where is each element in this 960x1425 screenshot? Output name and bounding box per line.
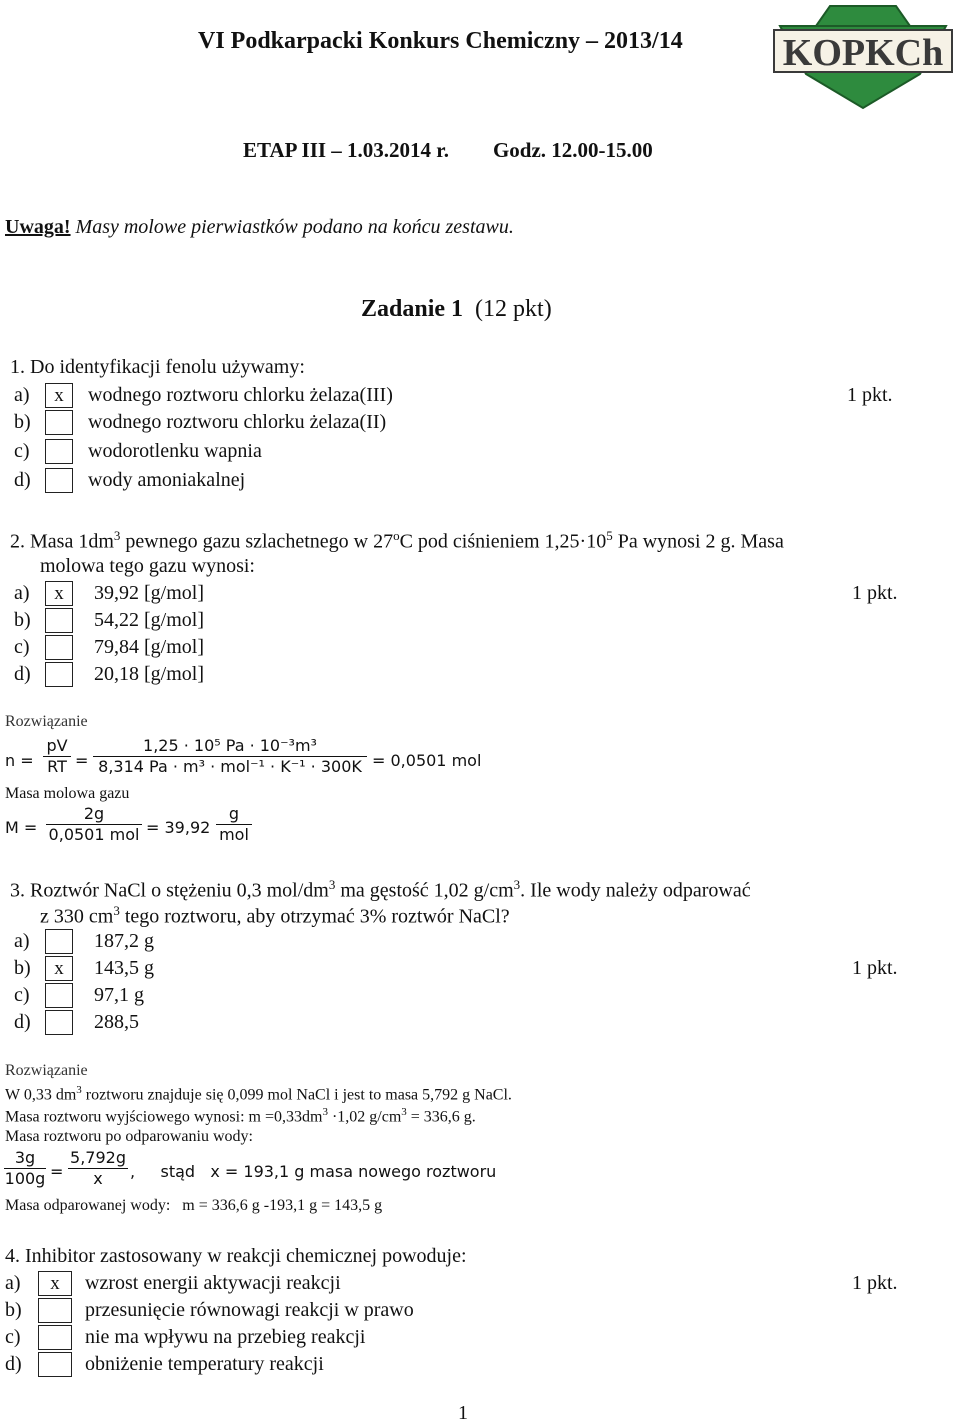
- option-letter: d): [14, 663, 31, 685]
- option-text: 39,92 [g/mol]: [94, 582, 204, 604]
- answer-checkbox[interactable]: [45, 635, 73, 660]
- answer-checkbox[interactable]: x: [45, 956, 73, 981]
- option-text: wodnego roztworu chlorku żelaza(III): [88, 384, 393, 406]
- option-letter: a): [14, 384, 30, 406]
- note-line: [5, 216, 514, 239]
- solution-text-part: ·1,02 g/cm: [327, 1108, 402, 1126]
- solution-text-part: roztworu znajduje się 0,099 mol NaCl i jest to masa 5,792 g NaCl.: [81, 1086, 512, 1104]
- task-heading: [361, 296, 552, 323]
- q4-option-b[interactable]: [5, 1299, 485, 1325]
- q3-solution-line4: Masa odparowanej wody: m = 336,6 g -193,1 g = 143,5 g: [5, 1197, 383, 1214]
- option-text: 79,84 [g/mol]: [94, 636, 204, 658]
- option-text: nie ma wpływu na przebieg reakcji: [85, 1326, 366, 1348]
- option-letter: b): [14, 411, 31, 433]
- solution-text-part: Masa roztworu wyjściowego wynosi: m =0,33dm: [5, 1108, 323, 1126]
- option-letter: a): [5, 1272, 21, 1294]
- answer-checkbox[interactable]: [45, 1010, 73, 1035]
- option-letter: a): [14, 582, 30, 604]
- fraction-3g-100g: [4, 1148, 46, 1188]
- q1-option-d[interactable]: [14, 469, 454, 495]
- note-label: Uwaga!: [5, 216, 71, 238]
- eq-lhs: M =: [5, 818, 38, 837]
- q1-points: 1 pkt.: [847, 384, 893, 406]
- q3-option-a[interactable]: [14, 930, 314, 956]
- q3-solution-line2: [5, 1106, 476, 1126]
- eq-lhs: n =: [5, 751, 34, 770]
- q1-option-c[interactable]: [14, 440, 454, 466]
- denominator: mol: [219, 825, 249, 844]
- q2-option-b[interactable]: [14, 609, 314, 635]
- solution-text-part: = 336,6 g.: [406, 1108, 476, 1126]
- option-letter: d): [5, 1353, 22, 1375]
- q1-option-b[interactable]: [14, 411, 454, 437]
- kopkch-logo: [770, 4, 956, 110]
- option-letter: d): [14, 1011, 31, 1033]
- option-text: przesunięcie równowagi reakcji w prawo: [85, 1299, 414, 1321]
- stage-line: [243, 138, 653, 163]
- page-number: 1: [458, 1402, 468, 1424]
- equals-sign: =: [75, 751, 89, 770]
- option-text: wodorotlenku wapnia: [88, 440, 262, 462]
- superscript: 3: [76, 1084, 82, 1096]
- denominator: x: [93, 1169, 103, 1188]
- note-text: Masy molowe pierwiastków podano na końcu zestawu.: [70, 216, 514, 238]
- option-letter: d): [14, 469, 31, 491]
- answer-checkbox[interactable]: [45, 929, 73, 954]
- answer-checkbox[interactable]: x: [38, 1271, 72, 1296]
- answer-checkbox[interactable]: [45, 608, 73, 633]
- answer-checkbox[interactable]: [45, 468, 73, 493]
- q3-text-line2: [40, 903, 510, 929]
- q2-text-part: pewnego gazu szlachetnego w 27: [120, 530, 394, 553]
- superscript: 3: [513, 877, 521, 892]
- task-points: (12 pkt): [475, 296, 552, 322]
- q2-text-line2: molowa tego gazu wynosi:: [40, 555, 255, 577]
- superscript: 3: [113, 903, 120, 918]
- q3-points: 1 pkt.: [852, 957, 898, 979]
- option-letter: c): [14, 984, 30, 1006]
- eq-result: = 39,92: [146, 818, 211, 837]
- superscript: o: [393, 528, 400, 543]
- superscript: 3: [322, 1106, 328, 1118]
- answer-checkbox[interactable]: [45, 983, 73, 1008]
- task-title: Zadanie 1: [361, 296, 464, 322]
- numerator: 5,792g: [68, 1148, 128, 1169]
- fraction-mass-moles: [46, 804, 142, 844]
- option-text: wody amoniakalnej: [88, 469, 246, 491]
- numerator: g: [216, 804, 252, 825]
- q3-text-part: ma gęstość 1,02 g/cm: [335, 879, 514, 902]
- answer-checkbox[interactable]: [45, 410, 73, 435]
- option-text: 97,1 g: [94, 984, 144, 1006]
- q2-points: 1 pkt.: [852, 582, 898, 604]
- numerator: 2g: [46, 804, 142, 825]
- stage-date: ETAP III – 1.03.2014 r.: [243, 138, 449, 162]
- denominator: 100g: [4, 1169, 46, 1188]
- equals-sign: =: [50, 1162, 64, 1181]
- q3-option-c[interactable]: [14, 984, 314, 1010]
- option-letter: b): [14, 957, 31, 979]
- answer-checkbox[interactable]: [45, 439, 73, 464]
- q2-text-part: C pod ciśnieniem 1,25·10: [399, 530, 607, 553]
- option-letter: b): [14, 609, 31, 631]
- q3-option-d[interactable]: [14, 1011, 314, 1037]
- option-text: 288,5: [94, 1011, 139, 1033]
- stage-time: Godz. 12.00-15.00: [492, 138, 653, 162]
- numerator: 3g: [4, 1148, 46, 1169]
- q3-solution-line1: [5, 1084, 512, 1104]
- q2-text-part: 2. Masa 1dm: [10, 530, 114, 553]
- q2-option-c[interactable]: [14, 636, 314, 662]
- option-letter: c): [14, 636, 30, 658]
- fraction-5792g-x: [68, 1148, 128, 1188]
- fraction-gas-values: [93, 736, 367, 776]
- q3-text-part: z 330 cm: [40, 905, 114, 928]
- q3-text-part: 3. Roztwór NaCl o stężeniu 0,3 mol/dm: [10, 879, 329, 902]
- denominator: 0,0501 mol: [48, 825, 140, 844]
- q2-solution-label: Rozwiązanie: [5, 713, 88, 730]
- denominator: 8,314 Pa · m³ · mol⁻¹ · K⁻¹ · 300K: [98, 757, 362, 776]
- option-text: obniżenie temperatury reakcji: [85, 1353, 324, 1375]
- eq-tail: , stąd x = 193,1 g masa nowego roztworu: [130, 1162, 497, 1181]
- superscript: 3: [328, 877, 336, 892]
- option-letter: a): [14, 930, 30, 952]
- answer-checkbox[interactable]: [38, 1325, 72, 1350]
- q3-solution-line3: Masa roztworu po odparowaniu wody:: [5, 1128, 253, 1145]
- q4-option-c[interactable]: [5, 1326, 425, 1352]
- q1-option-a[interactable]: [14, 384, 454, 410]
- superscript: 3: [401, 1106, 407, 1118]
- option-text: wzrost energii aktywacji reakcji: [85, 1272, 341, 1294]
- option-letter: b): [5, 1299, 22, 1321]
- eq-result: = 0,0501 mol: [372, 751, 482, 770]
- q3-text-part: tego roztworu, aby otrzymać 3% roztwór NaCl?: [119, 905, 510, 928]
- option-letter: c): [14, 440, 30, 462]
- q3-option-b[interactable]: [14, 957, 314, 983]
- q4-text: 4. Inhibitor zastosowany w reakcji chemicznej powoduje:: [5, 1245, 467, 1267]
- q2-text-line1: [10, 528, 784, 554]
- q4-points: 1 pkt.: [852, 1272, 898, 1294]
- answer-checkbox[interactable]: [38, 1298, 72, 1323]
- q3-solution-label: Rozwiązanie: [5, 1062, 88, 1079]
- option-text: 20,18 [g/mol]: [94, 663, 204, 685]
- numerator: pV: [43, 736, 71, 757]
- option-text: 54,22 [g/mol]: [94, 609, 204, 631]
- solution-text-part: W 0,33 dm: [5, 1086, 77, 1104]
- q3-text-line1: [10, 877, 751, 903]
- denominator: RT: [47, 757, 67, 776]
- svg-text:KOPKCh: KOPKCh: [782, 32, 944, 74]
- superscript: 5: [606, 528, 613, 543]
- fraction-unit: [216, 804, 252, 844]
- answer-checkbox[interactable]: x: [45, 581, 73, 606]
- q4-option-d[interactable]: [5, 1353, 425, 1379]
- option-text: wodnego roztworu chlorku żelaza(II): [88, 411, 387, 433]
- superscript: 3: [113, 528, 121, 543]
- contest-title: VI Podkarpacki Konkurs Chemiczny – 2013/14: [198, 28, 683, 54]
- q2-option-a[interactable]: [14, 582, 314, 608]
- option-text: 143,5 g: [94, 957, 154, 979]
- option-text: 187,2 g: [94, 930, 154, 952]
- q3-text-part: . Ile wody należy odparować: [520, 879, 751, 902]
- q4-option-a[interactable]: [5, 1272, 405, 1298]
- molar-mass-label: Masa molowa gazu: [5, 785, 130, 802]
- q2-option-d[interactable]: [14, 663, 314, 689]
- option-letter: c): [5, 1326, 21, 1348]
- fraction-pv-rt: [43, 736, 71, 776]
- numerator: 1,25 · 10⁵ Pa · 10⁻³m³: [93, 736, 367, 757]
- q1-text: 1. Do identyfikacji fenolu używamy:: [10, 356, 305, 378]
- answer-checkbox[interactable]: [38, 1352, 72, 1377]
- q2-text-part: Pa wynosi 2 g. Masa: [612, 530, 784, 553]
- answer-checkbox[interactable]: x: [45, 383, 73, 408]
- answer-checkbox[interactable]: [45, 662, 73, 687]
